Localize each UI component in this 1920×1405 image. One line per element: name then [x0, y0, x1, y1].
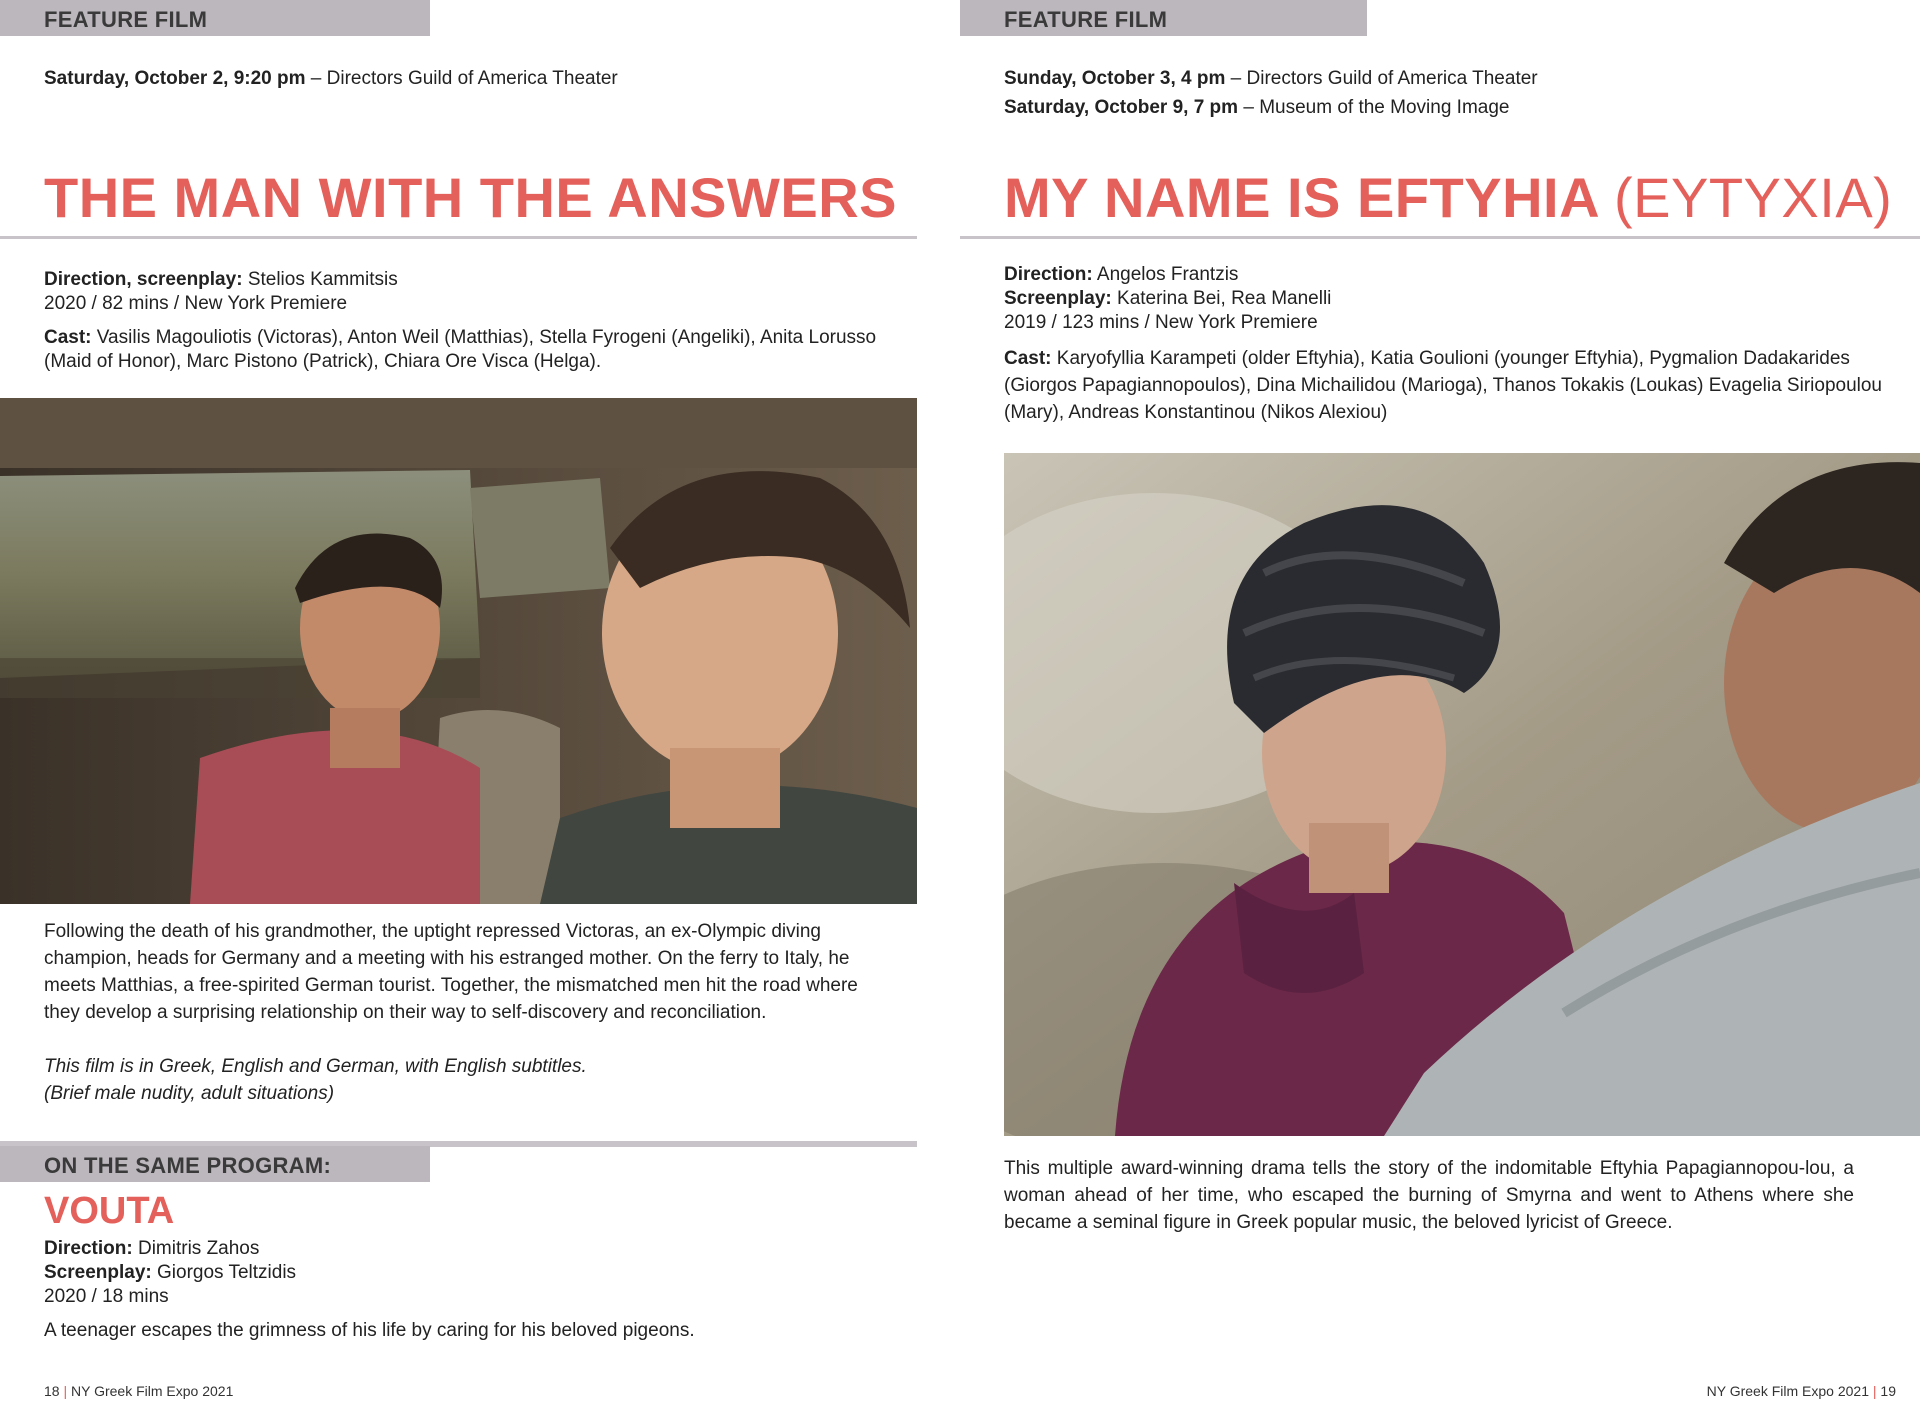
screening-item — [1004, 64, 1538, 93]
screening-date: Saturday, October 2, 9:20 pm — [44, 68, 306, 89]
cast-line — [1004, 345, 1884, 426]
publication-name: NY Greek Film Expo 2021 — [1706, 1383, 1869, 1399]
cast-list: Karyofyllia Karampeti (older Eftyhia), Katia Goulioni (younger Eftyhia), Pygmalion Dadakarides (Giorgos Papagiannopoulos), Dina Michailidou (Marioga), Thanos Tokakis (Loukas) Evagelia Siriopoulou (Mary), Andreas Konstantinou (Nikos Alexiou) — [1004, 348, 1882, 423]
title-divider — [0, 236, 917, 239]
film-info: 2019 / 123 mins / New York Premiere — [1004, 312, 1318, 333]
content-advisory: (Brief male nudity, adult situations) — [44, 1083, 335, 1104]
short-film-title: VOUTA — [44, 1190, 175, 1232]
film-info: 2020 / 82 mins / New York Premiere — [44, 293, 348, 314]
title-divider — [960, 236, 1920, 239]
direction-line — [44, 268, 884, 292]
screening-item — [44, 64, 618, 93]
page-footer-left — [44, 1382, 233, 1400]
film-synopsis — [44, 918, 894, 1107]
footer-separator: | — [63, 1383, 68, 1399]
right-page — [960, 0, 1920, 1405]
short-screenplay-label: Screenplay: — [44, 1262, 152, 1283]
screening-separator: – — [1230, 68, 1247, 89]
director-name: Angelos Frantzis — [1096, 264, 1239, 285]
screenwriter-names: Katerina Bei, Rea Manelli — [1117, 288, 1332, 309]
film-title — [1004, 166, 1892, 230]
section-label-feature-film: FEATURE FILM — [960, 0, 1367, 36]
screening-venue: Museum of the Moving Image — [1259, 97, 1510, 118]
cast-list: Vasilis Magouliotis (Victoras), Anton Weil (Matthias), Stella Fyrogeni (Angeliki), Anita Lorusso (Maid of Honor), Marc Pistono (Patrick), Chiara Ore Visca (Helga). — [44, 327, 877, 372]
short-screenwriter-name: Giorgos Teltzidis — [157, 1262, 297, 1283]
film-title: THE MAN WITH THE ANSWERS — [44, 166, 897, 229]
page-number: 18 — [44, 1383, 60, 1399]
direction-line — [1004, 263, 1884, 287]
film-still-car — [0, 398, 917, 904]
page-number: 19 — [1880, 1383, 1896, 1399]
short-film-credits — [44, 1237, 884, 1343]
short-director-name: Dimitris Zahos — [137, 1238, 260, 1259]
screening-schedule — [44, 64, 618, 93]
footer-separator: | — [1872, 1383, 1877, 1399]
section-label-feature-film: FEATURE FILM — [0, 0, 430, 36]
film-credits — [44, 268, 884, 374]
section-label-same-program: ON THE SAME PROGRAM: — [0, 1146, 430, 1182]
screening-venue: Directors Guild of America Theater — [1246, 68, 1538, 89]
short-screenplay-line — [44, 1261, 884, 1285]
short-film-synopsis: A teenager escapes the grimness of his life by caring for his beloved pigeons. — [44, 1320, 695, 1341]
short-film-info: 2020 / 18 mins — [44, 1286, 169, 1307]
film-credits — [1004, 263, 1884, 426]
cast-line — [44, 326, 884, 374]
short-direction-line — [44, 1237, 884, 1261]
screening-date: Sunday, October 3, 4 pm — [1004, 68, 1226, 89]
director-name: Stelios Kammitsis — [247, 269, 398, 290]
screening-separator: – — [1243, 97, 1260, 118]
direction-label: Direction: — [1004, 264, 1093, 285]
screenplay-label: Screenplay: — [1004, 288, 1112, 309]
screening-date: Saturday, October 9, 7 pm — [1004, 97, 1239, 118]
film-title-greek: (ΕΥΤΥΧΙΑ) — [1614, 166, 1893, 229]
screening-venue: Directors Guild of America Theater — [326, 68, 618, 89]
screening-item — [1004, 93, 1538, 122]
film-title-english: MY NAME IS EFTYHIA — [1004, 166, 1598, 229]
synopsis-text: This multiple award-winning drama tells the story of the indomitable Eftyhia Papagiannopou-lou, a woman ahead of her time, who escaped the burning of Smyrna and went to Athens where she became a seminal figure in Greek popular music, the beloved lyricist of Greece. — [1004, 1158, 1854, 1233]
language-note: This film is in Greek, English and German, with English subtitles. — [44, 1056, 587, 1077]
film-still-turban — [1004, 453, 1920, 1136]
short-direction-label: Direction: — [44, 1238, 133, 1259]
page-footer-right — [1707, 1382, 1896, 1400]
screening-separator: – — [310, 68, 327, 89]
cast-label: Cast: — [44, 327, 92, 348]
screening-schedule — [1004, 64, 1538, 122]
synopsis-text: Following the death of his grandmother, the uptight repressed Victoras, an ex-Olympic diving champion, heads for Germany and a meeting with his estranged mother. On the ferry to Italy, he meets Matthias, a free-spirited German tourist. Together, the mismatched men hit the road where they develop a surprising relationship on their way to self-discovery and reconciliation. — [44, 921, 858, 1023]
direction-label: Direction, screenplay: — [44, 269, 243, 290]
film-synopsis — [1004, 1155, 1854, 1236]
screenplay-line — [1004, 287, 1884, 311]
publication-name: NY Greek Film Expo 2021 — [71, 1383, 234, 1399]
cast-label: Cast: — [1004, 348, 1052, 369]
